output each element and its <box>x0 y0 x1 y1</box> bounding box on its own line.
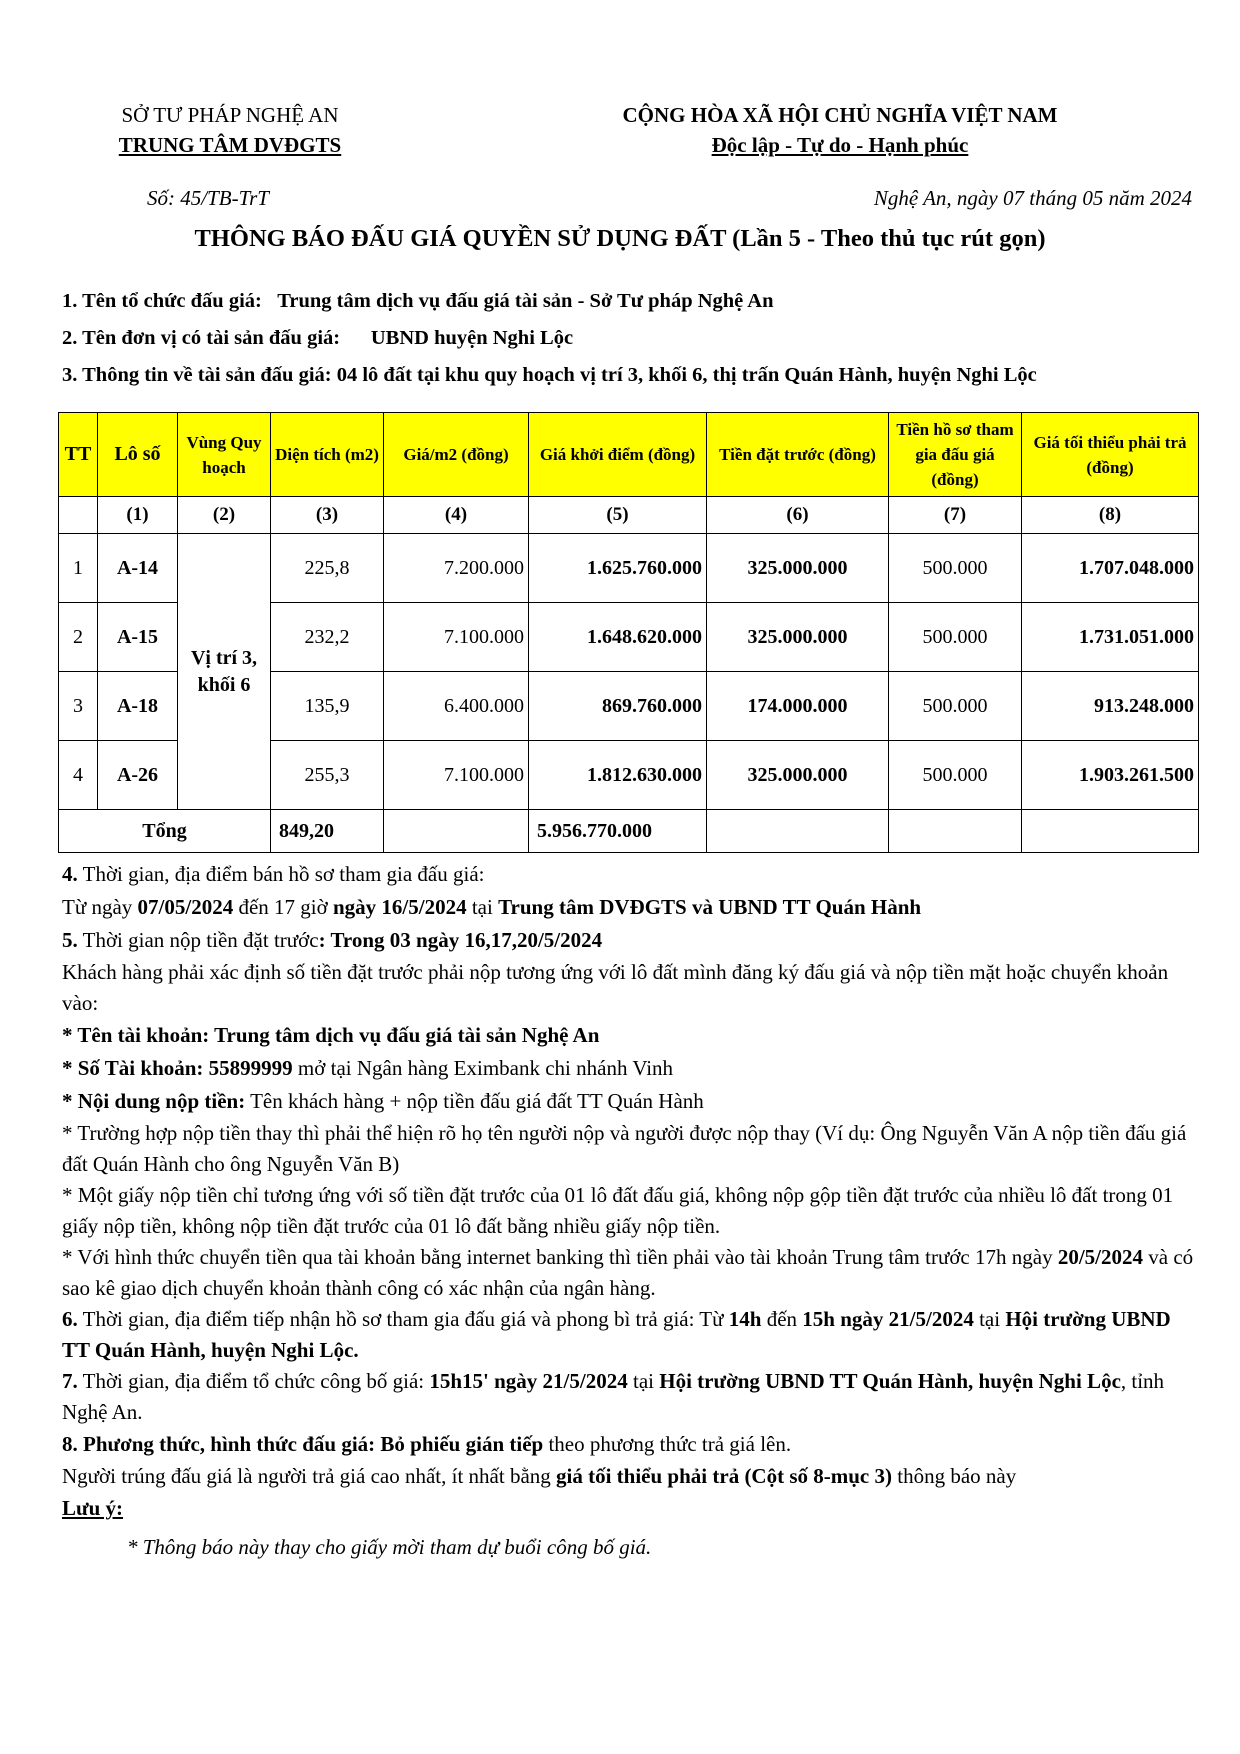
total-empty-cell <box>1022 810 1199 853</box>
total-empty-cell <box>384 810 529 853</box>
section-2-value: UBND huyện Nghi Lộc <box>370 327 574 349</box>
document-date: Nghệ An, ngày 07 tháng 05 năm 2024 <box>873 186 1192 210</box>
note-text: * Thông báo này thay cho giấy mời tham dự buổi công bố giá. <box>127 1535 652 1559</box>
column-number <box>59 497 98 534</box>
total-empty-cell <box>889 810 1022 853</box>
header-cell: Giá/m2 (đồng) <box>384 413 529 497</box>
payment-content: * Nội dung nộp tiền: Tên khách hàng + nộp tiền đấu giá đất TT Quán Hành <box>62 1089 704 1113</box>
national-title: CỘNG HÒA XÃ HỘI CHỦ NGHĨA VIỆT NAM <box>622 103 1058 127</box>
cell-lot: A-15 <box>98 603 178 672</box>
single-slip-note: * Một giấy nộp tiền chỉ tương ứng với số tiền đặt trước của 01 lô đất đấu giá, không nộp gộp tiền đặt trước của nhiều lô đất trong 01 giấy nộp tiền, không nộp tiền đặt trước của 01 lô đất bằng nhiều giấy nộp tiền. <box>62 1183 1174 1238</box>
cell-min-price: 1.707.048.000 <box>1022 534 1199 603</box>
cell-deposit: 325.000.000 <box>707 603 889 672</box>
column-number: (8) <box>1022 497 1199 534</box>
cell-start-price: 1.648.620.000 <box>529 603 707 672</box>
column-number: (2) <box>178 497 271 534</box>
column-number: (1) <box>98 497 178 534</box>
header-cell: TT <box>59 413 98 497</box>
cell-min-price: 1.903.261.500 <box>1022 741 1199 810</box>
cell-fee: 500.000 <box>889 672 1022 741</box>
cell-deposit: 325.000.000 <box>707 741 889 810</box>
total-start-price: 5.956.770.000 <box>529 810 707 853</box>
internet-banking-note: * Với hình thức chuyển tiền qua tài khoản bằng internet banking thì tiền phải vào tài khoản Trung tâm trước 17h ngày 20/5/2024 và có sao kê giao dịch chuyển khoản thành công có xác nhận của ngân hàng. <box>62 1245 1194 1300</box>
cell-area: 135,9 <box>271 672 384 741</box>
cell-start-price: 1.625.760.000 <box>529 534 707 603</box>
cell-tt: 4 <box>59 741 98 810</box>
section-2 <box>62 327 573 350</box>
total-empty-cell <box>707 810 889 853</box>
column-number-row <box>59 497 1199 534</box>
header-cell: Diện tích (m2) <box>271 413 384 497</box>
cell-price-m2: 7.200.000 <box>384 534 529 603</box>
column-number: (7) <box>889 497 1022 534</box>
table-header-row <box>59 413 1199 497</box>
cell-price-m2: 7.100.000 <box>384 603 529 672</box>
cell-deposit: 174.000.000 <box>707 672 889 741</box>
section-8: 8. Phương thức, hình thức đấu giá: Bỏ phiếu gián tiếp theo phương thức trả giá lên. <box>62 1432 792 1456</box>
total-row <box>59 810 1199 853</box>
header-cell: Vùng Quy hoạch <box>178 413 271 497</box>
note-heading: Lưu ý: <box>62 1496 124 1520</box>
column-number: (4) <box>384 497 529 534</box>
issuer-header <box>60 100 400 160</box>
document-title: THÔNG BÁO ĐẤU GIÁ QUYỀN SỬ DỤNG ĐẤT (Lần 5 - Theo thủ tục rút gọn) <box>194 225 1046 252</box>
column-number: (3) <box>271 497 384 534</box>
cell-area: 225,8 <box>271 534 384 603</box>
cell-price-m2: 7.100.000 <box>384 741 529 810</box>
cell-area: 232,2 <box>271 603 384 672</box>
cell-price-m2: 6.400.000 <box>384 672 529 741</box>
total-label: Tổng <box>59 810 271 853</box>
header-cell: Giá khởi điểm (đồng) <box>529 413 707 497</box>
column-number: (6) <box>707 497 889 534</box>
section-2-label: 2. Tên đơn vị có tài sản đấu giá: <box>62 327 341 349</box>
cell-tt: 1 <box>59 534 98 603</box>
cell-fee: 500.000 <box>889 534 1022 603</box>
section-6: 6. Thời gian, địa điểm tiếp nhận hồ sơ tham gia đấu giá và phong bì trả giá: Từ 14h đến 15h ngày 21/5/2024 tại Hội trường UBND TT Quán Hành, huyện Nghi Lộc. <box>62 1307 1171 1362</box>
cell-tt: 2 <box>59 603 98 672</box>
section-1-value: Trung tâm dịch vụ đấu giá tài sản - Sở Tư pháp Nghệ An <box>277 290 774 312</box>
table-row <box>59 534 1199 603</box>
national-header <box>480 100 1200 160</box>
total-area: 849,20 <box>271 810 384 853</box>
header-cell: Tiền đặt trước (đồng) <box>707 413 889 497</box>
account-number: * Số Tài khoản: 55899999 mở tại Ngân hàng Eximbank chi nhánh Vinh <box>62 1056 674 1080</box>
cell-min-price: 913.248.000 <box>1022 672 1199 741</box>
cell-area: 255,3 <box>271 741 384 810</box>
cell-tt: 3 <box>59 672 98 741</box>
notice-body <box>62 858 1202 1564</box>
cell-deposit: 325.000.000 <box>707 534 889 603</box>
cell-min-price: 1.731.051.000 <box>1022 603 1199 672</box>
cell-fee: 500.000 <box>889 603 1022 672</box>
account-name: * Tên tài khoản: Trung tâm dịch vụ đấu giá tài sản Nghệ An <box>62 1023 600 1047</box>
national-motto: Độc lập - Tự do - Hạnh phúc <box>711 133 969 157</box>
section-1-label: 1. Tên tổ chức đấu giá: <box>62 290 262 312</box>
cell-start-price: 1.812.630.000 <box>529 741 707 810</box>
header-cell: Lô số <box>98 413 178 497</box>
cell-fee: 500.000 <box>889 741 1022 810</box>
issuer-line-2: TRUNG TÂM DVĐGTS <box>118 133 342 157</box>
deposit-instruction: Khách hàng phải xác định số tiền đặt trước phải nộp tương ứng với lô đất mình đăng ký đấu giá và nộp tiền mặt hoặc chuyển khoản vào: <box>62 960 1169 1015</box>
header-cell: Tiền hồ sơ tham gia đấu giá (đồng) <box>889 413 1022 497</box>
section-4-heading: 4. Thời gian, địa điểm bán hồ sơ tham gia đấu giá: <box>62 862 485 886</box>
header-cell: Giá tối thiểu phải trả (đồng) <box>1022 413 1199 497</box>
cell-zone: Vị trí 3, khối 6 <box>178 534 271 810</box>
asset-table <box>58 412 1199 853</box>
issuer-line-1: SỞ TƯ PHÁP NGHỆ AN <box>121 103 339 127</box>
section-4-detail: Từ ngày 07/05/2024 đến 17 giờ ngày 16/5/2024 tại Trung tâm DVĐGTS và UBND TT Quán Hành <box>62 895 922 919</box>
section-3: 3. Thông tin về tài sản đấu giá: 04 lô đất tại khu quy hoạch vị trí 3, khối 6, thị trấn Quán Hành, huyện Nghi Lộc <box>62 364 1037 386</box>
winner-rule: Người trúng đấu giá là người trả giá cao nhất, ít nhất bằng giá tối thiểu phải trả (Cột số 8-mục 3) thông báo này <box>62 1464 1017 1488</box>
column-number: (5) <box>529 497 707 534</box>
section-7: 7. Thời gian, địa điểm tổ chức công bố giá: 15h15' ngày 21/5/2024 tại Hội trường UBND TT Quán Hành, huyện Nghi Lộc, tỉnh Nghệ An. <box>62 1369 1165 1424</box>
proxy-payment-note: * Trường hợp nộp tiền thay thì phải thể hiện rõ họ tên người nộp và người được nộp thay (Ví dụ: Ông Nguyễn Văn A nộp tiền đấu giá đất Quán Hành cho ông Nguyễn Văn B) <box>62 1121 1187 1176</box>
cell-lot: A-14 <box>98 534 178 603</box>
cell-lot: A-18 <box>98 672 178 741</box>
cell-start-price: 869.760.000 <box>529 672 707 741</box>
document-number: Số: 45/TB-TrT <box>147 186 269 210</box>
section-1 <box>62 290 773 313</box>
cell-lot: A-26 <box>98 741 178 810</box>
section-5-heading: 5. Thời gian nộp tiền đặt trước: Trong 03 ngày 16,17,20/5/2024 <box>62 928 603 952</box>
